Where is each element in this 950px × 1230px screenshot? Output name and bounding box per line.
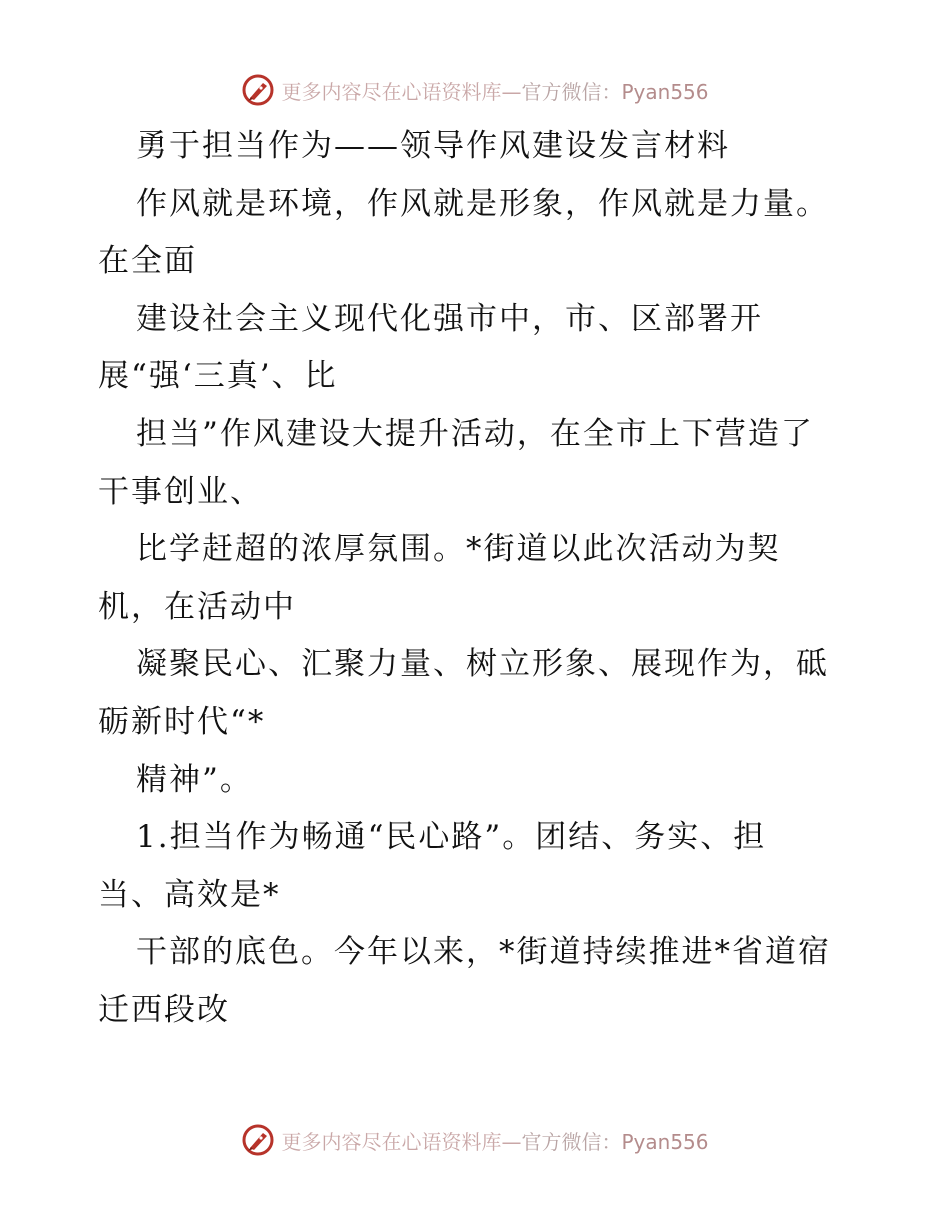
wechat-id: Pyan556 [621,1129,709,1154]
watermark-text [281,76,708,105]
pen-nib-logo-icon [241,1123,275,1157]
library-text: 更多内容尽在心语资料库 [281,79,502,104]
document-title: 勇于担当作为——领导作风建设发言材料 [136,128,730,164]
separator: — [501,79,522,104]
header-watermark-banner [0,70,950,110]
paragraph-line: 干部的底色。今年以来，*街道持续推进*省道宿 迁西段改 [98,934,831,1028]
wechat-label: 官方微信： [521,1129,622,1154]
library-text: 更多内容尽在心语资料库 [281,1129,502,1154]
paragraph-line: 作风就是环境，作风就是形象，作风就是力量。 在全面 [98,185,829,280]
paragraph-line: 精神”。 [136,761,253,798]
paragraph-line: 比学赶超的浓厚氛围。*街道以此次活动为契 机，在活动中 [98,531,781,625]
paragraph-line: 建设社会主义现代化强市中，市、区部署开 展“强‘三真’、比 [98,300,763,395]
pen-nib-logo-icon [241,73,275,107]
wechat-label: 官方微信： [521,79,622,104]
paragraph-line: 凝聚民心、汇聚力量、树立形象、展现作为，砥 砺新时代“* [98,646,829,740]
paragraph-line: 担当”作风建设大提升活动，在全市上下营造了 干事创业、 [98,415,814,510]
watermark-text [281,1126,708,1155]
paragraph-line: 1.担当作为畅通“民心路”。团结、务实、担 当、高效是* [98,819,767,913]
wechat-id: Pyan556 [621,79,709,104]
document-body [98,118,858,1040]
footer-watermark-banner [0,1120,950,1160]
separator: — [501,1129,522,1154]
